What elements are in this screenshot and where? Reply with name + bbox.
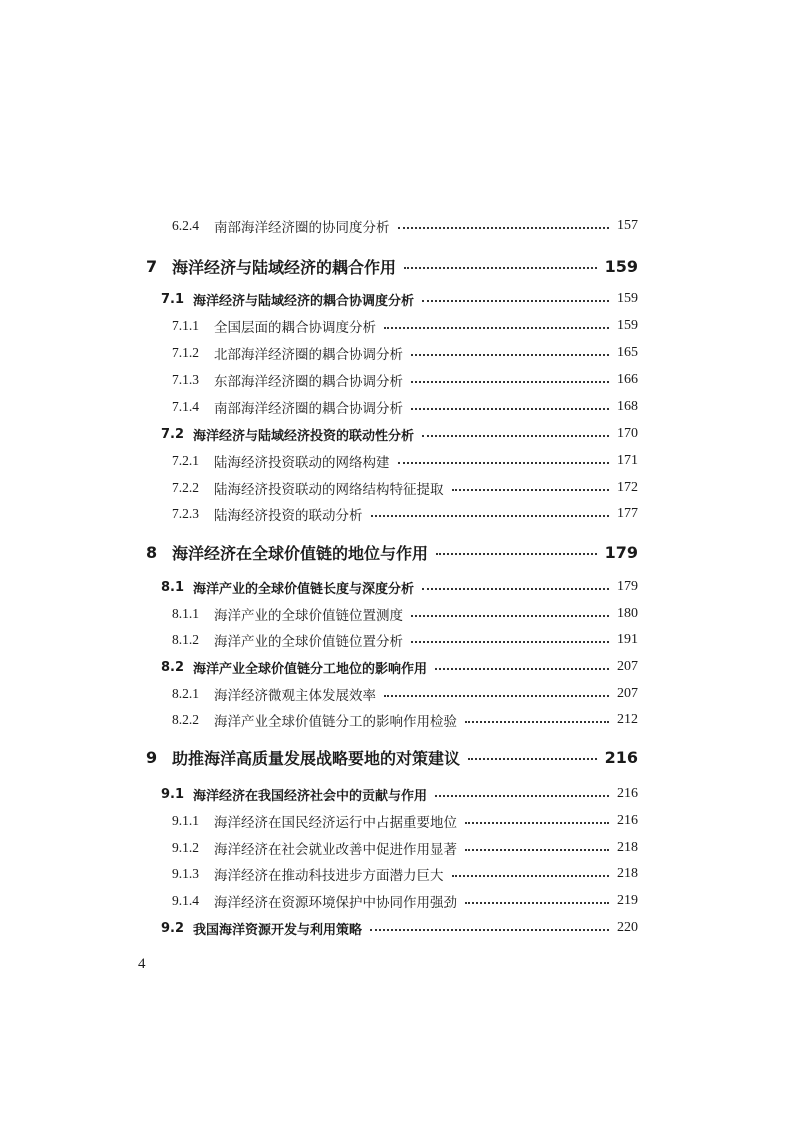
dot-leader (422, 300, 609, 302)
toc-page-number: 220 (617, 920, 638, 935)
toc-page-number: 165 (617, 345, 638, 360)
dot-leader (370, 929, 609, 931)
toc-page-number: 219 (617, 893, 638, 908)
toc-number: 9.2 (161, 920, 185, 936)
toc-number: 8.1 (161, 579, 185, 595)
toc-number: 7 (146, 256, 158, 276)
toc-subsection[interactable] (172, 448, 638, 474)
toc-number: 7.1 (161, 291, 185, 307)
toc-number: 9 (146, 747, 158, 767)
toc-title: 海洋经济在资源环境保护中协同作用强劲 (214, 895, 457, 910)
toc-page-number: 159 (617, 318, 638, 333)
toc-page-number: 170 (617, 426, 638, 441)
toc-page-number: 166 (617, 372, 638, 387)
dot-leader (465, 822, 609, 824)
toc-title: 海洋产业全球价值链分工地位的影响作用 (193, 661, 428, 677)
dot-leader (452, 875, 610, 877)
dot-leader (411, 408, 609, 410)
toc-subsection[interactable] (172, 367, 638, 393)
dot-leader (371, 515, 610, 517)
dot-leader (384, 695, 609, 697)
toc-page-number: 171 (617, 453, 638, 468)
toc-title: 海洋产业全球价值链分工的影响作用检验 (214, 714, 457, 729)
toc-title: 陆海经济投资联动的网络构建 (214, 455, 390, 470)
toc-title: 海洋经济与陆域经济投资的联动性分析 (193, 428, 415, 444)
toc-page-number: 216 (604, 747, 638, 767)
dot-leader (435, 668, 609, 670)
toc-title: 我国海洋资源开发与利用策略 (193, 922, 363, 938)
toc-title: 海洋经济与陆域经济的耦合作用 (172, 257, 397, 277)
toc-number: 6.2.4 (172, 218, 199, 233)
toc-number: 7.1.3 (172, 372, 199, 387)
toc-section[interactable] (161, 286, 638, 312)
dot-leader (468, 758, 597, 760)
toc-section[interactable] (161, 915, 638, 941)
toc-number: 9.1.1 (172, 813, 199, 828)
toc-subsection[interactable] (172, 394, 638, 420)
toc-number: 7.2.1 (172, 453, 199, 468)
toc-chapter[interactable] (146, 537, 638, 567)
toc-number: 8.1.1 (172, 606, 199, 621)
dot-leader (404, 267, 597, 269)
toc-number: 7.2.2 (172, 480, 199, 495)
toc-subsection[interactable] (172, 681, 638, 707)
toc-title: 海洋经济在推动科技进步方面潜力巨大 (214, 868, 444, 883)
toc-title: 海洋产业的全球价值链位置测度 (214, 608, 403, 623)
dot-leader (465, 721, 609, 723)
toc-title: 海洋经济在社会就业改善中促进作用显著 (214, 842, 457, 857)
toc-page-number: 180 (617, 606, 638, 621)
toc-number: 8 (146, 542, 158, 562)
dot-leader (465, 849, 609, 851)
toc-number: 7.2.3 (172, 506, 199, 521)
toc-page-number: 179 (617, 579, 638, 594)
toc-number: 7.1.1 (172, 318, 199, 333)
toc-title: 海洋经济在我国经济社会中的贡献与作用 (193, 788, 428, 804)
toc-subsection[interactable] (172, 313, 638, 339)
dot-leader (398, 462, 610, 464)
dot-leader (411, 641, 609, 643)
toc-subsection[interactable] (172, 707, 638, 733)
toc-subsection[interactable] (172, 808, 638, 834)
toc-page-number: 177 (617, 506, 638, 521)
toc-section[interactable] (161, 654, 638, 680)
toc-subsection[interactable] (172, 627, 638, 653)
toc-number: 9.1.3 (172, 866, 199, 881)
toc-subsection[interactable] (172, 340, 638, 366)
toc-title: 助推海洋高质量发展战略要地的对策建议 (172, 748, 461, 768)
toc-subsection[interactable] (172, 501, 638, 527)
toc-subsection[interactable] (172, 888, 638, 914)
toc-number: 8.2.2 (172, 712, 199, 727)
toc-page-number: 218 (617, 866, 638, 881)
toc-subsection[interactable] (172, 213, 638, 239)
toc-page-number: 168 (617, 399, 638, 414)
toc-title: 南部海洋经济圈的耦合协调分析 (214, 401, 403, 416)
toc-number: 9.1 (161, 786, 185, 802)
toc-page-number: 157 (617, 218, 638, 233)
toc-subsection[interactable] (172, 835, 638, 861)
toc-title: 南部海洋经济圈的协同度分析 (214, 220, 390, 235)
dot-leader (422, 588, 609, 590)
toc-title: 北部海洋经济圈的耦合协调分析 (214, 347, 403, 362)
toc-number: 9.1.4 (172, 893, 199, 908)
toc-section[interactable] (161, 421, 638, 447)
toc-title: 陆海经济投资的联动分析 (214, 508, 363, 523)
toc-page-number: 159 (604, 256, 638, 276)
toc-number: 9.1.2 (172, 840, 199, 855)
toc-subsection[interactable] (172, 475, 638, 501)
toc-number: 8.2.1 (172, 686, 199, 701)
toc-number: 8.1.2 (172, 632, 199, 647)
toc-page-number: 159 (617, 291, 638, 306)
toc-subsection[interactable] (172, 861, 638, 887)
dot-leader (435, 795, 609, 797)
toc-section[interactable] (161, 781, 638, 807)
dot-leader (422, 435, 609, 437)
toc-page-number: 218 (617, 840, 638, 855)
toc-page-number: 216 (617, 813, 638, 828)
toc-number: 7.1.4 (172, 399, 199, 414)
toc-section[interactable] (161, 574, 638, 600)
dot-leader (465, 902, 609, 904)
dot-leader (384, 327, 609, 329)
toc-page-number: 172 (617, 480, 638, 495)
dot-leader (411, 615, 609, 617)
toc-title: 陆海经济投资联动的网络结构特征提取 (214, 482, 444, 497)
dot-leader (398, 227, 610, 229)
toc-subsection[interactable] (172, 601, 638, 627)
toc-title: 海洋产业的全球价值链长度与深度分析 (193, 581, 415, 597)
dot-leader (411, 354, 609, 356)
toc-chapter[interactable] (146, 251, 638, 281)
toc-title: 海洋经济在国民经济运行中占据重要地位 (214, 815, 457, 830)
toc-title: 东部海洋经济圈的耦合协调分析 (214, 374, 403, 389)
toc-number: 7.2 (161, 426, 185, 442)
page-number: 4 (138, 956, 146, 972)
toc-number: 7.1.2 (172, 345, 199, 360)
dot-leader (411, 381, 609, 383)
dot-leader (452, 489, 610, 491)
dot-leader (436, 553, 597, 555)
toc-title: 海洋经济与陆域经济的耦合协调度分析 (193, 293, 415, 309)
toc-title: 海洋经济在全球价值链的地位与作用 (172, 543, 429, 563)
toc-page-number: 212 (617, 712, 638, 727)
toc-page-number: 179 (604, 542, 638, 562)
toc-title: 海洋经济微观主体发展效率 (214, 688, 376, 703)
toc-title: 海洋产业的全球价值链位置分析 (214, 634, 403, 649)
toc-page-number: 216 (617, 786, 638, 801)
toc-number: 8.2 (161, 659, 185, 675)
toc-title: 全国层面的耦合协调度分析 (214, 320, 376, 335)
toc-page-number: 207 (617, 686, 638, 701)
toc-chapter[interactable] (146, 742, 638, 772)
toc-page-number: 191 (617, 632, 638, 647)
toc-page-number: 207 (617, 659, 638, 674)
